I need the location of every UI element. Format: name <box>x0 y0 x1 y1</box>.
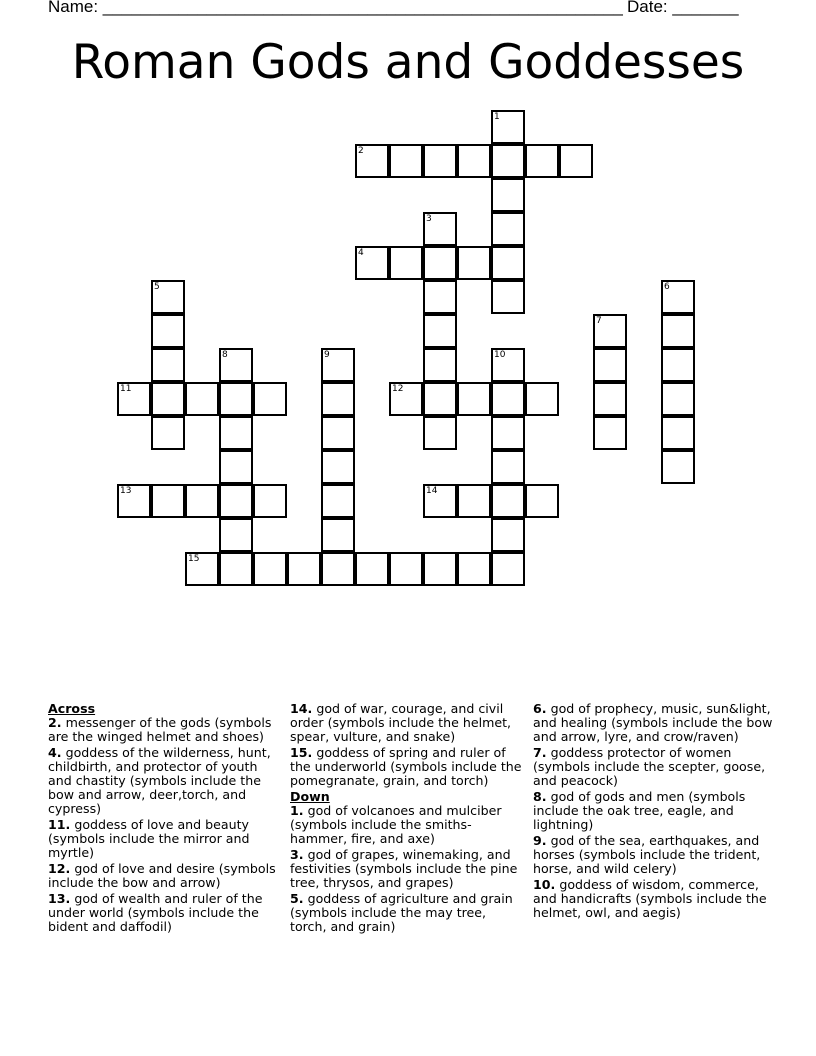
clue-number: 9 <box>324 350 330 360</box>
crossword-cell[interactable] <box>219 348 253 382</box>
crossword-cell[interactable] <box>491 280 525 314</box>
clue-number: 6 <box>664 282 670 292</box>
crossword-cell[interactable] <box>219 382 253 416</box>
clue-number: 2 <box>358 146 364 156</box>
crossword-cell[interactable] <box>525 484 559 518</box>
crossword-cell[interactable] <box>491 518 525 552</box>
crossword-cell[interactable] <box>491 178 525 212</box>
crossword-cell[interactable] <box>491 416 525 450</box>
crossword-cell[interactable] <box>423 212 457 246</box>
clue-number: 13 <box>120 486 132 496</box>
crossword-cell[interactable] <box>219 552 253 586</box>
clue-down-8: 8. god of gods and men (symbols include the oak tree, eagle, and lightning) <box>533 789 746 832</box>
crossword-cell[interactable] <box>117 382 151 416</box>
crossword-cell[interactable] <box>117 484 151 518</box>
clue-down-5: 5. goddess of agriculture and grain (symbols include the may tree, torch, and grain) <box>290 891 513 934</box>
crossword-cell[interactable] <box>321 450 355 484</box>
crossword-cell[interactable] <box>151 382 185 416</box>
crossword-cell[interactable] <box>457 246 491 280</box>
clue-across-11: 11. goddess of love and beauty (symbols include the mirror and myrtle) <box>48 817 250 860</box>
crossword-cell[interactable] <box>593 382 627 416</box>
crossword-cell[interactable] <box>219 484 253 518</box>
crossword-cell[interactable] <box>423 484 457 518</box>
date-label: Date: _______ <box>627 0 739 16</box>
crossword-cell[interactable] <box>423 144 457 178</box>
crossword-cell[interactable] <box>661 416 695 450</box>
crossword-cell[interactable] <box>593 416 627 450</box>
crossword-cell[interactable] <box>491 484 525 518</box>
crossword-cell[interactable] <box>321 416 355 450</box>
crossword-cell[interactable] <box>151 484 185 518</box>
crossword-cell[interactable] <box>423 552 457 586</box>
crossword-cell[interactable] <box>151 280 185 314</box>
crossword-cell[interactable] <box>491 348 525 382</box>
clue-across-12: 12. god of love and desire (symbols include the bow and arrow) <box>48 861 276 890</box>
crossword-cell[interactable] <box>661 450 695 484</box>
crossword-cell[interactable] <box>355 144 389 178</box>
crossword-cell[interactable] <box>253 552 287 586</box>
clue-across-4: 4. goddess of the wilderness, hunt, childbirth, and protector of youth and chastity (symbols include the bow and arrow, deer,torch, and cypress) <box>48 745 271 816</box>
clue-number: 12 <box>392 384 404 394</box>
clue-number: 3 <box>426 214 432 224</box>
crossword-cell[interactable] <box>593 314 627 348</box>
clue-across-14: 14. god of war, courage, and civil order (symbols include the helmet, spear, vulture, and snake) <box>290 701 512 744</box>
crossword-cell[interactable] <box>151 348 185 382</box>
clue-number: 7 <box>596 316 602 326</box>
crossword-cell[interactable] <box>423 348 457 382</box>
crossword-cell[interactable] <box>219 518 253 552</box>
crossword-cell[interactable] <box>253 484 287 518</box>
crossword-cell[interactable] <box>491 552 525 586</box>
crossword-cell[interactable] <box>661 280 695 314</box>
crossword-cell[interactable] <box>457 552 491 586</box>
crossword-cell[interactable] <box>661 314 695 348</box>
crossword-cell[interactable] <box>457 382 491 416</box>
clue-number: 5 <box>154 282 160 292</box>
across-heading: Across <box>48 701 96 716</box>
name-label: Name: _______________________________________________________ <box>48 0 623 16</box>
crossword-cell[interactable] <box>185 382 219 416</box>
clue-across-15: 15. goddess of spring and ruler of the underworld (symbols include the pomegranate, grain, and torch) <box>290 745 522 788</box>
crossword-cell[interactable] <box>491 450 525 484</box>
crossword-cell[interactable] <box>593 348 627 382</box>
crossword-cell[interactable] <box>423 246 457 280</box>
crossword-cell[interactable] <box>151 314 185 348</box>
crossword-cell[interactable] <box>559 144 593 178</box>
clue-number: 15 <box>188 554 200 564</box>
crossword-cell[interactable] <box>525 382 559 416</box>
crossword-cell[interactable] <box>491 246 525 280</box>
crossword-cell[interactable] <box>491 110 525 144</box>
crossword-cell[interactable] <box>219 450 253 484</box>
clue-down-6: 6. god of prophecy, music, sun&light, and healing (symbols include the bow and arrow, lyre, and crow/raven) <box>533 701 773 744</box>
crossword-cell[interactable] <box>389 382 423 416</box>
crossword-cell[interactable] <box>321 348 355 382</box>
crossword-cell[interactable] <box>491 212 525 246</box>
clue-across-2: 2. messenger of the gods (symbols are the winged helmet and shoes) <box>48 715 272 744</box>
crossword-cell[interactable] <box>423 382 457 416</box>
crossword-cell[interactable] <box>219 416 253 450</box>
clue-number: 8 <box>222 350 228 360</box>
crossword-cell[interactable] <box>321 484 355 518</box>
clue-column-1 <box>48 702 284 936</box>
crossword-cell[interactable] <box>457 484 491 518</box>
clue-number: 14 <box>426 486 438 496</box>
clue-number: 11 <box>120 384 132 394</box>
clue-number: 1 <box>494 112 500 122</box>
crossword-cell[interactable] <box>491 144 525 178</box>
crossword-cell[interactable] <box>389 552 423 586</box>
crossword-cell[interactable] <box>423 416 457 450</box>
crossword-cell[interactable] <box>661 348 695 382</box>
crossword-cell[interactable] <box>151 416 185 450</box>
crossword-cell[interactable] <box>185 484 219 518</box>
clue-number: 10 <box>494 350 506 360</box>
crossword-cell[interactable] <box>525 144 559 178</box>
crossword-cell[interactable] <box>389 144 423 178</box>
crossword-cell[interactable] <box>321 518 355 552</box>
crossword-cell[interactable] <box>423 280 457 314</box>
crossword-cell[interactable] <box>491 382 525 416</box>
crossword-cell[interactable] <box>355 246 389 280</box>
crossword-cell[interactable] <box>253 382 287 416</box>
crossword-cell[interactable] <box>423 314 457 348</box>
clue-column-3 <box>533 702 773 922</box>
down-heading: Down <box>290 789 330 804</box>
clue-column-2 <box>290 702 522 936</box>
crossword-cell[interactable] <box>661 382 695 416</box>
page-title: Roman Gods and Goddesses <box>71 35 745 90</box>
clue-across-13: 13. god of wealth and ruler of the under world (symbols include the bident and daffodil) <box>48 891 263 934</box>
crossword-cell[interactable] <box>185 552 219 586</box>
clue-down-10: 10. goddess of wisdom, commerce, and handicrafts (symbols include the helmet, owl, and aegis) <box>533 877 767 920</box>
clue-down-3: 3. god of grapes, winemaking, and festivities (symbols include the pine tree, thrysos, and grapes) <box>290 847 518 890</box>
crossword-cell[interactable] <box>355 552 389 586</box>
clue-down-1: 1. god of volcanoes and mulciber (symbols include the smiths-hammer, fire, and axe) <box>290 803 502 846</box>
crossword-cell[interactable] <box>321 552 355 586</box>
crossword-cell[interactable] <box>389 246 423 280</box>
crossword-cell[interactable] <box>321 382 355 416</box>
clue-number: 4 <box>358 248 364 258</box>
clue-down-7: 7. goddess protector of women (symbols include the scepter, goose, and peacock) <box>533 745 766 788</box>
crossword-cell[interactable] <box>287 552 321 586</box>
clue-down-9: 9. god of the sea, earthquakes, and horses (symbols include the trident, horse, and wild celery) <box>533 833 761 876</box>
crossword-cell[interactable] <box>457 144 491 178</box>
